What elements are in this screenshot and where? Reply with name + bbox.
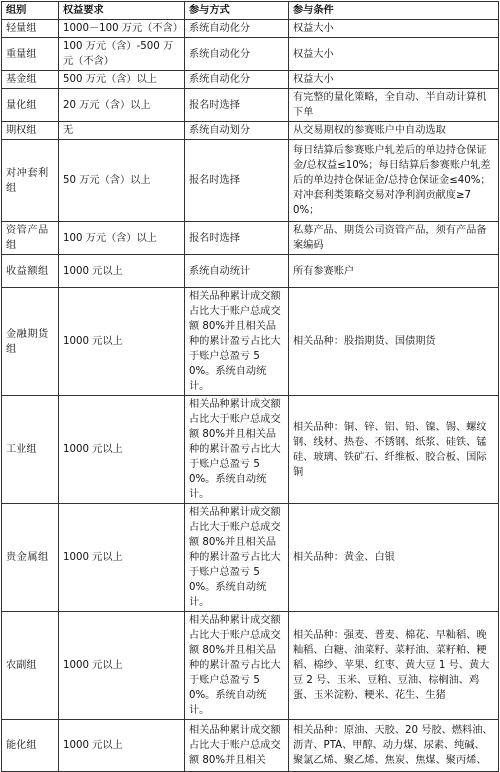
equity-cell: 1000 元以上	[59, 288, 185, 396]
table-row	[2, 222, 499, 255]
group-cell: 重量组	[2, 38, 59, 71]
condition-cell: 相关品种：强麦、普麦、棉花、早籼稻、晚籼稻、白糖、油菜籽、菜籽油、菜籽粕、粳稻、棉纱、苹果、红枣、黄大豆 1 号、黄大豆 2 号、玉米、豆粕、豆油、棕榈油、鸡蛋、玉米淀粉、粳米、花生、生猪	[289, 612, 499, 720]
equity-cell: 100 万元（含）-500 万元（不含）	[59, 38, 185, 71]
table-row	[2, 140, 499, 222]
group-cell: 贵金属组	[2, 504, 59, 612]
group-cell: 量化组	[2, 89, 59, 122]
equity-cell: 500 万元（含）以上	[59, 71, 185, 89]
group-cell: 基金组	[2, 71, 59, 89]
table-row	[2, 122, 499, 140]
method-cell: 报名时选择	[185, 222, 289, 255]
equity-cell: 1000－100 万元（不含）	[59, 20, 185, 38]
group-cell: 金融期货组	[2, 288, 59, 396]
equity-cell: 1000 元以上	[59, 504, 185, 612]
condition-cell: 相关品种：原油、天胶、20 号胶、燃料油、沥青、PTA、甲醇、动力煤、尿素、纯碱、聚氯乙烯、聚乙烯、焦炭、焦煤、聚丙烯、	[289, 720, 499, 772]
method-cell: 报名时选择	[185, 89, 289, 122]
competition-groups-table	[1, 1, 499, 772]
equity-cell: 1000 元以上	[59, 396, 185, 504]
header-equity: 权益要求	[59, 2, 185, 20]
equity-cell: 100 万元（含）以上	[59, 222, 185, 255]
group-cell: 工业组	[2, 396, 59, 504]
method-cell: 相关品种累计成交额占比大于账户总成交额 80%并且相关品种的累计盈亏占比大于账户总盈亏 50%。系统自动统计。	[185, 504, 289, 612]
condition-cell: 权益大小	[289, 38, 499, 71]
header-group: 组别	[2, 2, 59, 20]
condition-cell: 所有参赛账户	[289, 255, 499, 288]
method-cell: 报名时选择	[185, 140, 289, 222]
method-cell: 系统自动化分	[185, 71, 289, 89]
group-cell: 轻量组	[2, 20, 59, 38]
equity-cell: 无	[59, 122, 185, 140]
condition-cell: 相关品种：股指期货、国债期货	[289, 288, 499, 396]
header-method: 参与方式	[185, 2, 289, 20]
condition-cell: 从交易期权的参赛账户中自动选取	[289, 122, 499, 140]
group-cell: 期权组	[2, 122, 59, 140]
method-cell: 系统自动统计	[185, 255, 289, 288]
table-row	[2, 20, 499, 38]
equity-cell: 50 万元（含）以上	[59, 140, 185, 222]
condition-cell: 每日结算后参赛账户轧差后的单边持仓保证金/总权益≤10%；每日结算后参赛账户轧差后的单边持仓保证金/总持仓保证金≤40%；对冲套利类策略交易对净利润贡献度≥70%；	[289, 140, 499, 222]
condition-cell: 相关品种：黄金、白银	[289, 504, 499, 612]
method-cell: 系统自动化分	[185, 20, 289, 38]
group-cell: 对冲套利组	[2, 140, 59, 222]
method-cell: 相关品种累计成交额占比大于账户总成交额 80%并且相关品种的累计盈亏占比大于账户总盈亏 50%。系统自动统计。	[185, 396, 289, 504]
group-cell: 收益额组	[2, 255, 59, 288]
table-row	[2, 504, 499, 612]
table-row	[2, 720, 499, 772]
method-cell: 系统自动化分	[185, 38, 289, 71]
table-row	[2, 255, 499, 288]
table-row	[2, 396, 499, 504]
table-row	[2, 288, 499, 396]
table-row	[2, 71, 499, 89]
table-row	[2, 89, 499, 122]
condition-cell: 权益大小	[289, 71, 499, 89]
group-cell: 资管产品组	[2, 222, 59, 255]
group-cell: 能化组	[2, 720, 59, 772]
method-cell: 系统自动划分	[185, 122, 289, 140]
condition-cell: 私募产品、期货公司资管产品，须有产品备案编码	[289, 222, 499, 255]
equity-cell: 1000 元以上	[59, 720, 185, 772]
group-cell: 农副组	[2, 612, 59, 720]
condition-cell: 有完整的量化策略，全自动、半自动计算机下单	[289, 89, 499, 122]
method-cell: 相关品种累计成交额占比大于账户总成交额 80%并且相关品种的累计盈亏占比大于账户总盈亏 50%。系统自动统计。	[185, 612, 289, 720]
table-row	[2, 612, 499, 720]
method-cell: 相关品种累计成交额占比大于账户总成交额 80%并且相关	[185, 720, 289, 772]
condition-cell: 权益大小	[289, 20, 499, 38]
equity-cell: 20 万元（含）以上	[59, 89, 185, 122]
table-row	[2, 38, 499, 71]
condition-cell: 相关品种：铜、锌、铝、铅、镍、锡、螺纹钢、线材、热卷、不锈钢、纸浆、硅铁、锰硅、玻璃、铁矿石、纤维板、胶合板、国际铜	[289, 396, 499, 504]
table-header-row	[2, 2, 499, 20]
equity-cell: 1000 元以上	[59, 255, 185, 288]
method-cell: 相关品种累计成交额占比大于账户总成交额 80%并且相关品种的累计盈亏占比大于账户总盈亏 50%。系统自动统计。	[185, 288, 289, 396]
header-condition: 参与条件	[289, 2, 499, 20]
equity-cell: 1000 元以上	[59, 612, 185, 720]
